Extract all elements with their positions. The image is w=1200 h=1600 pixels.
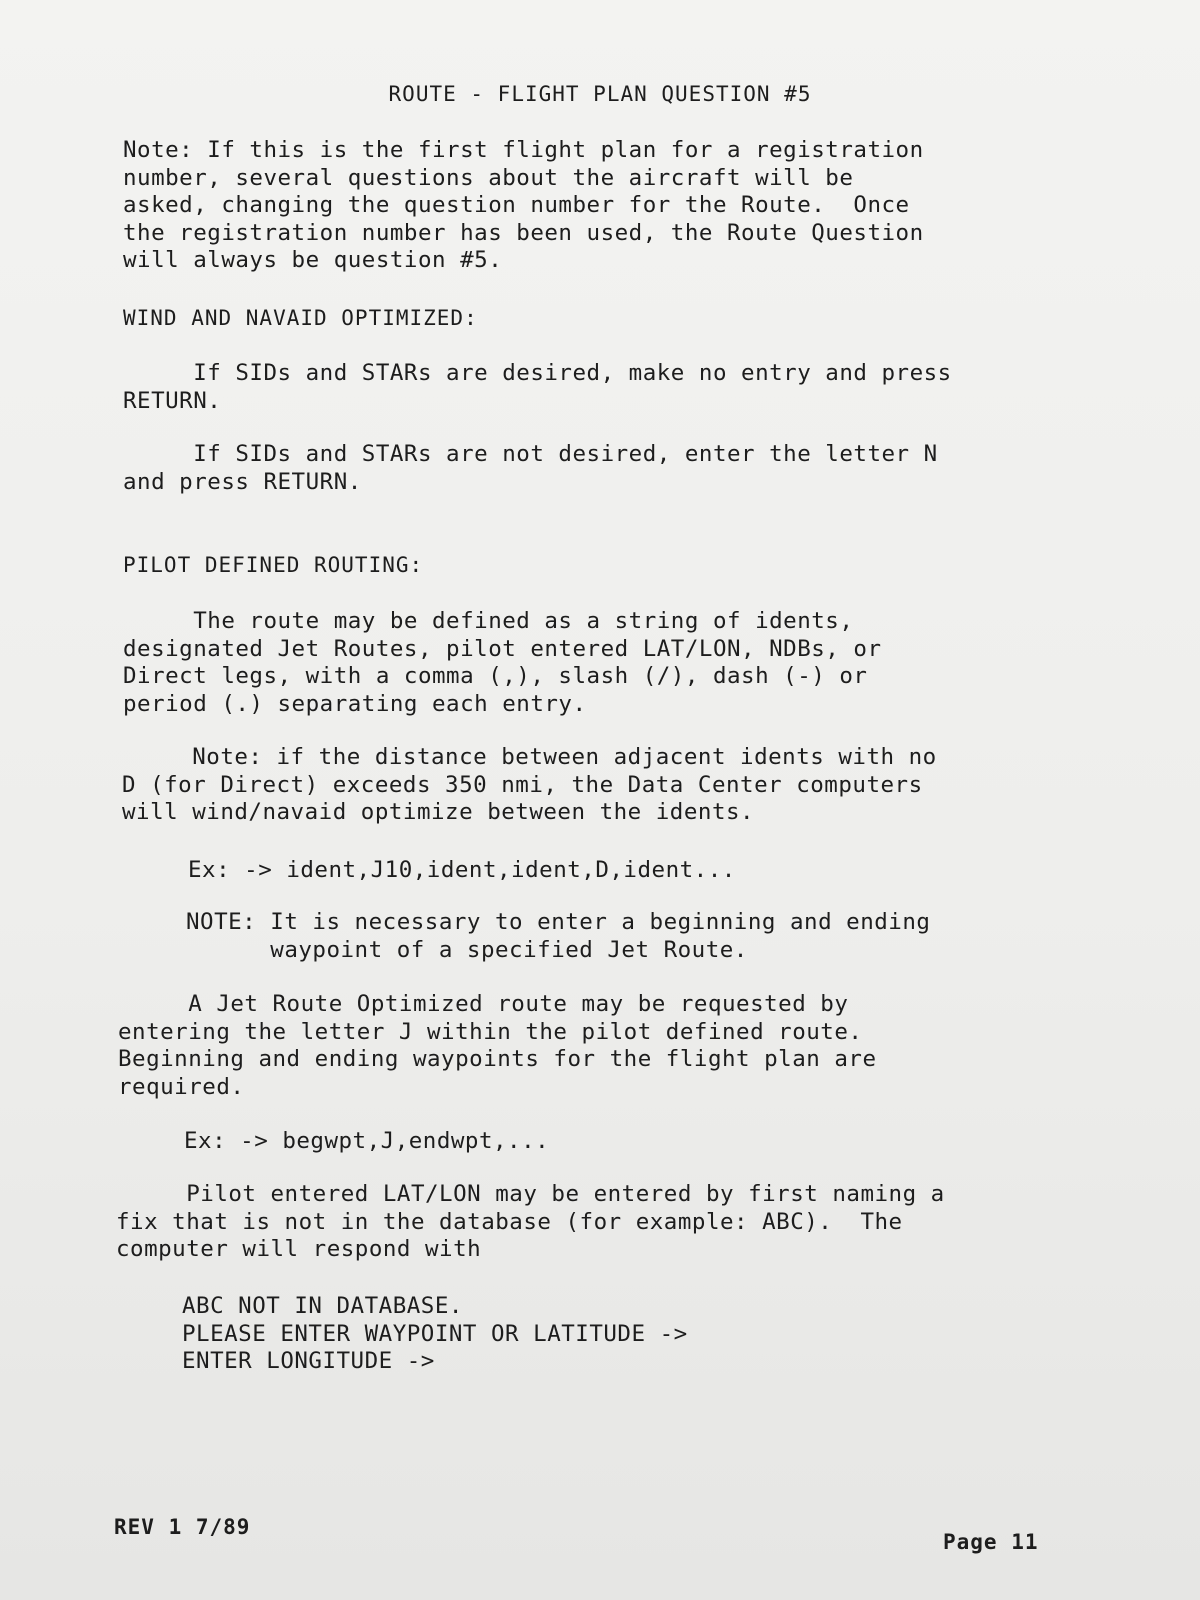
sids-stars-desired-paragraph: If SIDs and STARs are desired, make no entry and press RETURN.: [123, 360, 952, 414]
wind-navaid-heading: WIND AND NAVAID OPTIMIZED:: [123, 306, 478, 330]
route-example: Ex: -> ident,J10,ident,ident,D,ident...: [188, 857, 736, 883]
direct-distance-note: Note: if the distance between adjacent idents with no D (for Direct) exceeds 350 nmi, the Data Center computers will wind/navaid optimize between the idents.: [122, 744, 937, 825]
computer-response: ABC NOT IN DATABASE. PLEASE ENTER WAYPOINT OR LATITUDE -> ENTER LONGITUDE ->: [182, 1293, 688, 1374]
jet-route-example: Ex: -> begwpt,J,endwpt,...: [184, 1128, 550, 1154]
jet-route-waypoint-note: NOTE: It is necessary to enter a beginning and ending waypoint of a specified Jet Route.: [186, 909, 931, 963]
pilot-defined-routing-heading: PILOT DEFINED ROUTING:: [123, 553, 424, 577]
route-definition-paragraph: The route may be defined as a string of idents, designated Jet Routes, pilot entered LAT/LON, NDBs, or Direct legs, with a comma (,), slash (/), dash (-) or period (.) separating each entry.: [123, 608, 882, 717]
registration-note: Note: If this is the first flight plan for a registration number, several questions about the aircraft will be asked, changing the question number for the Route. Once the registration number has been used, the Route Question will always be question #5.: [123, 137, 924, 273]
page-number: Page 11: [943, 1530, 1039, 1554]
page-title: ROUTE - FLIGHT PLAN QUESTION #5: [388, 82, 812, 106]
lat-lon-paragraph: Pilot entered LAT/LON may be entered by first naming a fix that is not in the database (for example: ABC). The computer will respond with: [116, 1181, 945, 1262]
sids-stars-not-desired-paragraph: If SIDs and STARs are not desired, enter the letter N and press RETURN.: [123, 441, 938, 495]
jet-route-optimized-paragraph: A Jet Route Optimized route may be requested by entering the letter J within the pilot defined route. Beginning and ending waypoints for the flight plan are required.: [118, 991, 877, 1100]
revision-label: REV 1 7/89: [114, 1515, 251, 1539]
